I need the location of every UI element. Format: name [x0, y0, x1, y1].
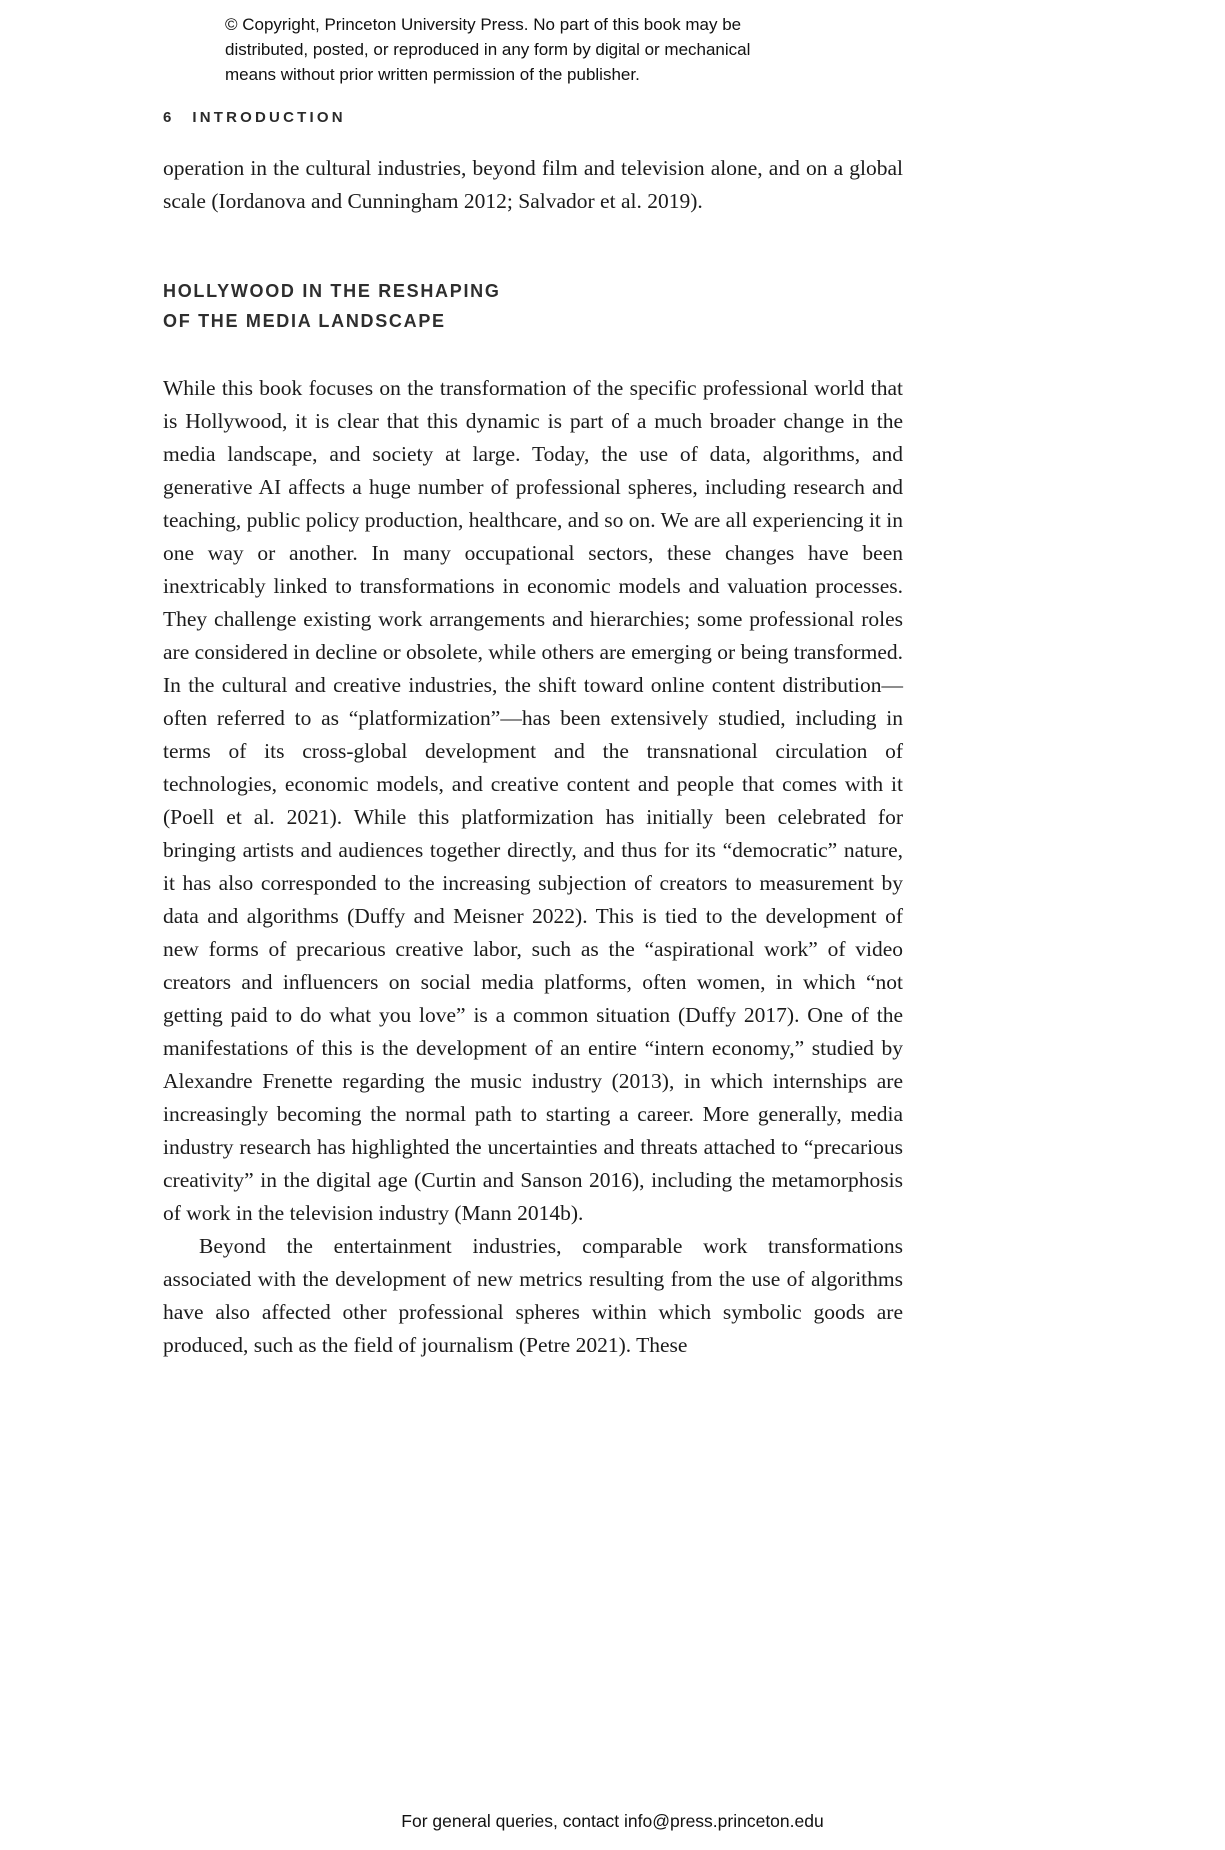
- paragraph-continuation: operation in the cultural industries, beyond film and television alone, and on a global scale (Iordanova and Cunningham 2012; Salvador et al. 2019).: [163, 156, 903, 213]
- copyright-line: distributed, posted, or reproduced in any form by digital or mechanical: [225, 40, 751, 59]
- section-heading-line: OF THE MEDIA LANDSCAPE: [163, 311, 446, 331]
- section-heading: [163, 276, 903, 336]
- running-title: INTRODUCTION: [192, 109, 346, 126]
- copyright-line: means without prior written permission of the publisher.: [225, 65, 640, 84]
- copyright-line: © Copyright, Princeton University Press. No part of this book may be: [225, 15, 742, 34]
- footer-contact-note: For general queries, contact info@press.princeton.edu: [401, 1811, 824, 1831]
- copyright-notice: [225, 12, 903, 87]
- paragraph-main: While this book focuses on the transformation of the specific professional world that is Hollywood, it is clear that this dynamic is part of a much broader change in the media landscape, and society at large. Today, the use of data, algorithms, and generative AI affects a huge number of professional spheres, including research and teaching, public policy production, healthcare, and so on. We are all experiencing it in one way or another. In many occupational sectors, these changes have been inextricably linked to transformations in economic models and valuation processes. They challenge existing work arrangements and hierarchies; some professional roles are considered in decline or obsolete, while others are emerging or being transformed. In the cultural and creative industries, the shift toward online content distribution—often referred to as “platformization”—has been extensively studied, including in terms of its cross-global development and the transnational circulation of technologies, economic models, and creative content and people that comes with it (Poell et al. 2021). While this platformization has initially been celebrated for bringing artists and audiences together directly, and thus for its “democratic” nature, it has also corresponded to the increasing subjection of creators to measurement by data and algorithms (Duffy and Meisner 2022). This is tied to the development of new forms of precarious creative labor, such as the “aspirational work” of video creators and influencers on social media platforms, often women, in which “not getting paid to do what you love” is a common situation (Duffy 2017). One of the manifestations of this is the development of an entire “intern economy,” studied by Alexandre Frenette regarding the music industry (2013), in which internships are increasingly becoming the normal path to starting a career. More generally, media industry research has highlighted the uncertainties and threats attached to “precarious creativity” in the digital age (Curtin and Sanson 2016), including the metamorphosis of work in the television industry (Mann 2014b).: [163, 376, 903, 1225]
- running-head: [163, 109, 903, 126]
- paragraph-beyond-entertainment: Beyond the entertainment industries, comparable work transformations associated with the development of new metrics resulting from the use of algorithms have also affected other professional spheres within which symbolic goods are produced, such as the field of journalism (Petre 2021). These: [163, 1234, 903, 1357]
- section-heading-line: HOLLYWOOD IN THE RESHAPING: [163, 281, 501, 301]
- page-number: 6: [163, 109, 173, 126]
